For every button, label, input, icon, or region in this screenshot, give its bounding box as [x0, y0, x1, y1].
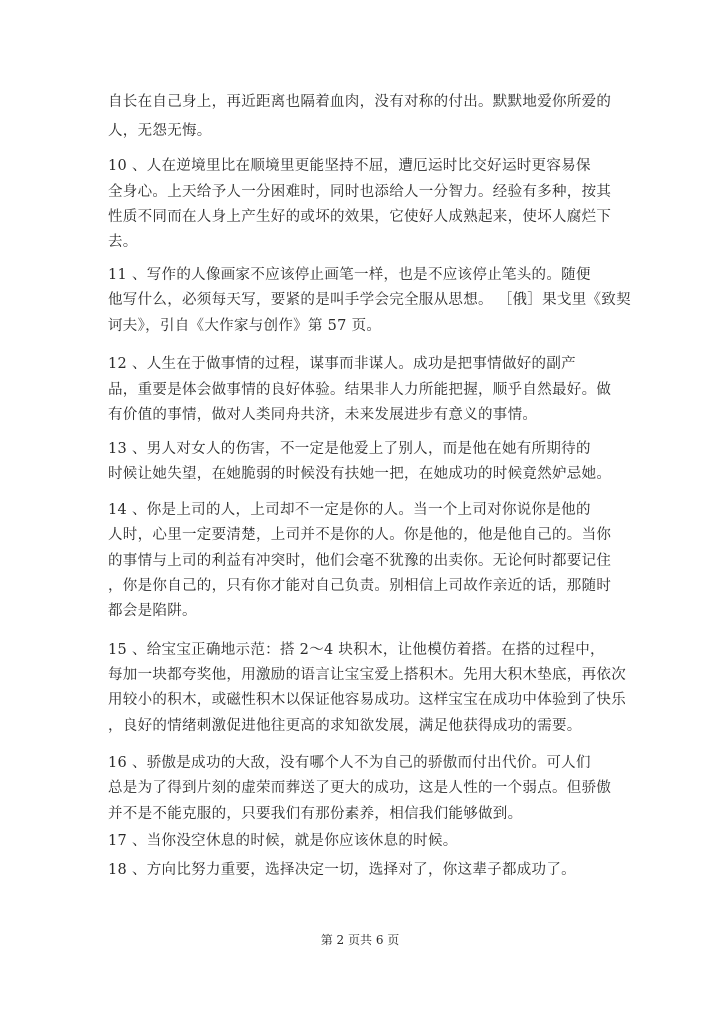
- text-line: 16 、骄傲是成功的大敌，没有哪个人不为自己的骄傲而付出代价。可人们: [108, 755, 591, 771]
- text-line: 品，重要是体会做事情的良好体验。结果非人力所能把握，顺乎自然最好。做: [108, 382, 612, 398]
- text-line: ，你是你自己的，只有你才能对自己负责。别相信上司故作亲近的话，那随时: [108, 578, 612, 594]
- text-line: 性质不同而在人身上产生好的或坏的效果，它使好人成熟起来，使坏人腐烂下: [108, 209, 612, 225]
- text-line: 去。: [108, 234, 138, 250]
- text-line: 18 、方向比努力重要，选择决定一切，选择对了，你这辈子都成功了。: [108, 862, 576, 878]
- text-line: 全身心。上天给予人一分困难时，同时也添给人一分智力。经验有多种，按其: [108, 184, 612, 200]
- text-line: 他写什么，必须每天写，要紧的是叫手学会完全服从思想。 ［俄］果戈里《致契: [108, 292, 631, 308]
- text-line: 12 、人生在于做事情的过程，谋事而非谋人。成功是把事情做好的副产: [108, 356, 576, 372]
- text-line: ，良好的情绪刺激促进他往更高的求知欲发展，满足他获得成功的需要。: [108, 718, 582, 734]
- text-line: 11 、写作的人像画家不应该停止画笔一样，也是不应该停止笔头的。随便: [108, 267, 591, 283]
- text-line: 总是为了得到片刻的虚荣而葬送了更大的成功，这是人性的一个弱点。但骄傲: [108, 780, 612, 796]
- text-line: 诃夫》，引自《大作家与创作》第 57 页。: [108, 318, 382, 334]
- text-line: 时候让她失望，在她脆弱的时候没有扶她一把，在她成功的时候竟然妒忌她。: [108, 466, 612, 482]
- text-line: 人，无怨无悔。: [108, 123, 212, 139]
- text-line: 13 、男人对女人的伤害，不一定是他爱上了别人，而是他在她有所期待的: [108, 441, 591, 457]
- text-line: 每加一块都夸奖他，用激励的语言让宝宝爱上搭积木。先用大积木垫底，再依次: [108, 667, 626, 683]
- text-line: 并不是不能克服的，只要我们有那份素养，相信我们能够做到。: [108, 806, 523, 822]
- text-line: 用较小的积木，或磁性积木以保证他容易成功。这样宝宝在成功中体验到了快乐: [108, 692, 626, 708]
- text-line: 有价值的事情，做对人类同舟共济，未来发展进步有意义的事情。: [108, 407, 538, 423]
- text-line: 自长在自己身上，再近距离也隔着血肉，没有对称的付出。默默地爱你所爱的: [108, 94, 612, 110]
- text-line: 17 、当你没空休息的时候，就是你应该休息的时候。: [108, 833, 458, 849]
- text-line: 都会是陷阱。: [108, 603, 197, 619]
- page-footer: 第 2 页共 6 页: [320, 933, 400, 947]
- text-line: 人时，心里一定要清楚，上司并不是你的人。你是他的，他是他自己的。当你: [108, 527, 612, 543]
- text-line: 10 、人在逆境里比在顺境里更能坚持不屈，遭厄运时比交好运时更容易保: [108, 158, 591, 174]
- text-line: 15 、给宝宝正确地示范：搭 2～4 块积木，让他模仿着搭。在搭的过程中，: [108, 642, 605, 658]
- text-line: 14 、你是上司的人，上司却不一定是你的人。当一个上司对你说你是他的: [108, 502, 591, 518]
- text-line: 的事情与上司的利益有冲突时，他们会毫不犹豫的出卖你。无论何时都要记住: [108, 553, 612, 569]
